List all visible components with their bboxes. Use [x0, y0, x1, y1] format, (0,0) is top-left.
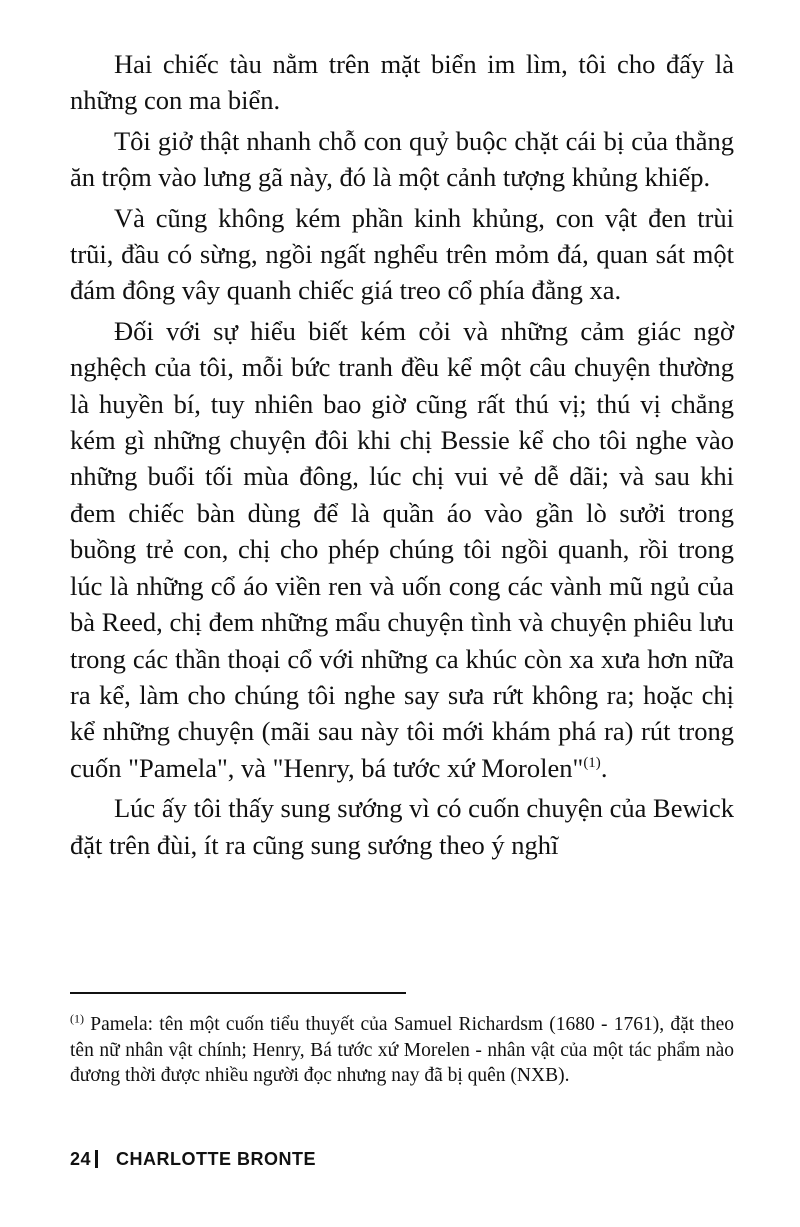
footnote-reference: (1) [583, 754, 601, 771]
paragraph-3: Và cũng không kém phần kinh khủng, con vật đen trùi trũi, đầu có sừng, ngồi ngất nghểu trên mỏm đá, quan sát một đám đông vây quanh chiếc giá treo cổ phía đằng xa. [70, 202, 734, 306]
footnote-text: Pamela: tên một cuốn tiểu thuyết của Samuel Richardsm (1680 - 1761), đặt theo tên nữ nhân vật chính; Henry, Bá tước xứ Morelen - nhân vật của một tác phẩm nào đương thời được nhiều người đọc nhưng nay đã bị quên (NXB). [70, 1014, 734, 1086]
paragraph-4 [70, 313, 734, 786]
running-title: CHARLOTTE BRONTE [116, 1149, 317, 1169]
paragraph-1: Hai chiếc tàu nằm trên mặt biển im lìm, tôi cho đấy là những con ma biển. [70, 49, 734, 116]
page-number: 24 [70, 1149, 92, 1169]
paragraph-4-end: . [600, 752, 608, 783]
paragraph-4-text: Đối với sự hiểu biết kém cỏi và những cảm giác ngờ nghệch của tôi, mỗi bức tranh đều kể một câu chuyện thường là huyền bí, tuy nhiên bao giờ cũng rất thú vị; thú vị chẳng kém gì những chuyện đôi khi chị Bessie kể cho tôi nghe vào những buổi tối mùa đông, lúc chị vui vẻ dễ dãi; và sau khi đem chiếc bàn dùng để là quần áo vào gần lò sưởi trong buồng trẻ con, chị cho phép chúng tôi ngồi quanh, rồi trong lúc là những cổ áo viền ren và uốn cong các vành mũ ngủ của bà Reed, chị đem những mẩu chuyện tình và chuyện phiêu lưu trong các thần thoại cổ với những ca khúc còn xa xưa hơn nữa ra kể, làm cho chúng tôi nghe say sưa rứt không ra; hoặc chị kể những chuyện (mãi sau này tôi mới khám phá ra) rút trong cuốn "Pamela", và "Henry, bá tước xứ Morolen" [70, 315, 734, 783]
body-text [70, 46, 734, 867]
running-footer [70, 1149, 316, 1170]
footnote-divider [70, 992, 406, 994]
footnote [70, 1012, 734, 1089]
paragraph-2: Tôi giở thật nhanh chỗ con quỷ buộc chặt cái bị của thằng ăn trộm vào lưng gã này, đó là một cảnh tượng khủng khiếp. [70, 125, 734, 193]
footer-separator [95, 1150, 98, 1168]
paragraph-5: Lúc ấy tôi thấy sung sướng vì có cuốn chuyện của Bewick đặt trên đùi, ít ra cũng sung sướng theo ý nghĩ [70, 793, 734, 860]
footnote-number: (1) [70, 1011, 84, 1026]
